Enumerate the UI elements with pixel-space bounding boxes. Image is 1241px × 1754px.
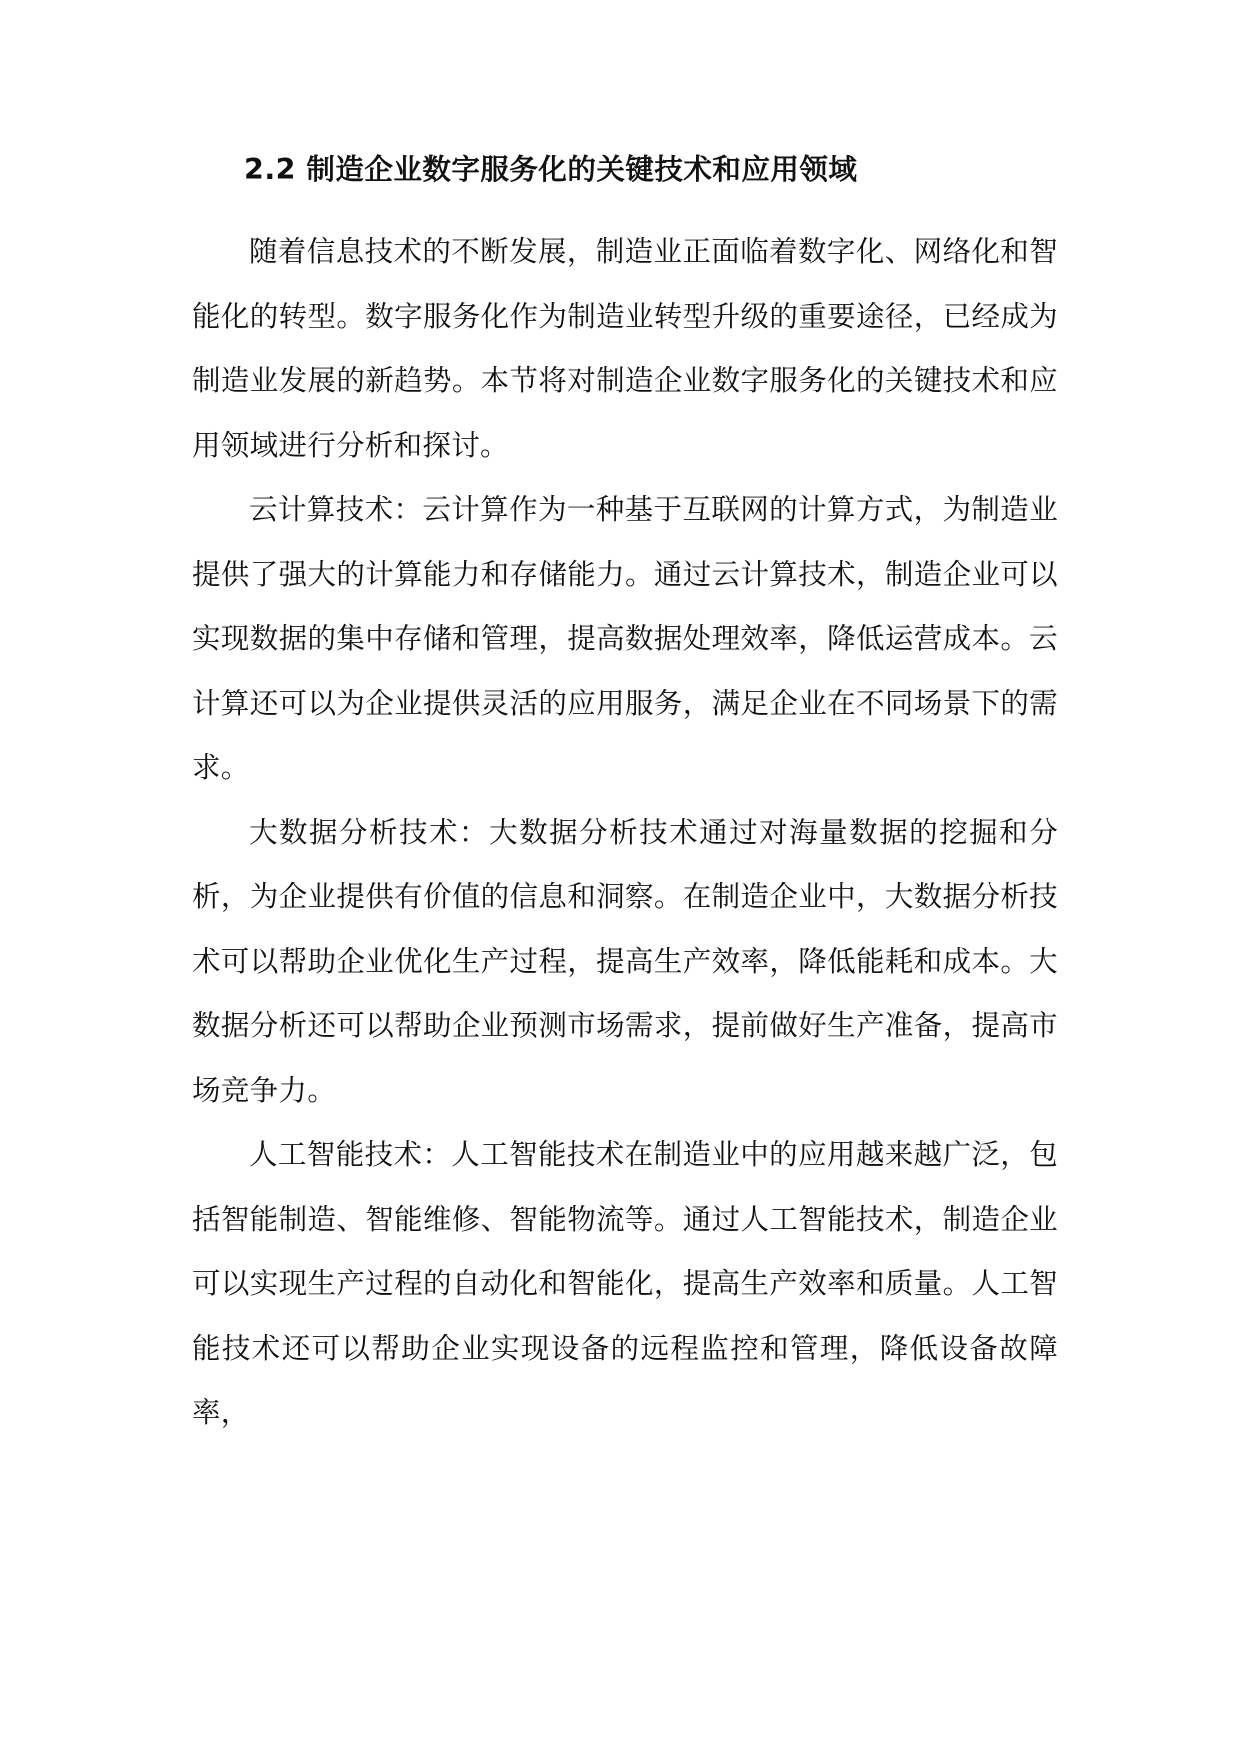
paragraph-big-data: 大数据分析技术：大数据分析技术通过对海量数据的挖掘和分析，为企业提供有价值的信息和洞察。在制造企业中，大数据分析技术可以帮助企业优化生产过程，提高生产效率，降低能耗和成本。大数据分析还可以帮助企业预测市场需求，提前做好生产准备，提高市场竞争力。 [192,815,1058,1107]
section-heading-block [192,150,1058,220]
section-title: 2.2 制造企业数字服务化的关键技术和应用领域 [244,153,858,186]
paragraph-artificial-intelligence: 人工智能技术：人工智能技术在制造业中的应用越来越广泛，包括智能制造、智能维修、智能物流等。通过人工智能技术，制造企业可以实现生产过程的自动化和智能化，提高生产效率和质量。人工智能技术还可以帮助企业实现设备的远程监控和管理，降低设备故障率， [192,1138,1058,1429]
paragraph-cloud-computing: 云计算技术：云计算作为一种基于互联网的计算方式，为制造业提供了强大的计算能力和存储能力。通过云计算技术，制造企业可以实现数据的集中存储和管理，提高数据处理效率，降低运营成本。云计算还可以为企业提供灵活的应用服务，满足企业在不同场景下的需求。 [192,493,1058,784]
document-body [192,150,1058,1446]
paragraph-intro: 随着信息技术的不断发展，制造业正面临着数字化、网络化和智能化的转型。数字服务化作为制造业转型升级的重要途径，已经成为制造业发展的新趋势。本节将对制造企业数字服务化的关键技术和应用领域进行分析和探讨。 [192,235,1058,462]
